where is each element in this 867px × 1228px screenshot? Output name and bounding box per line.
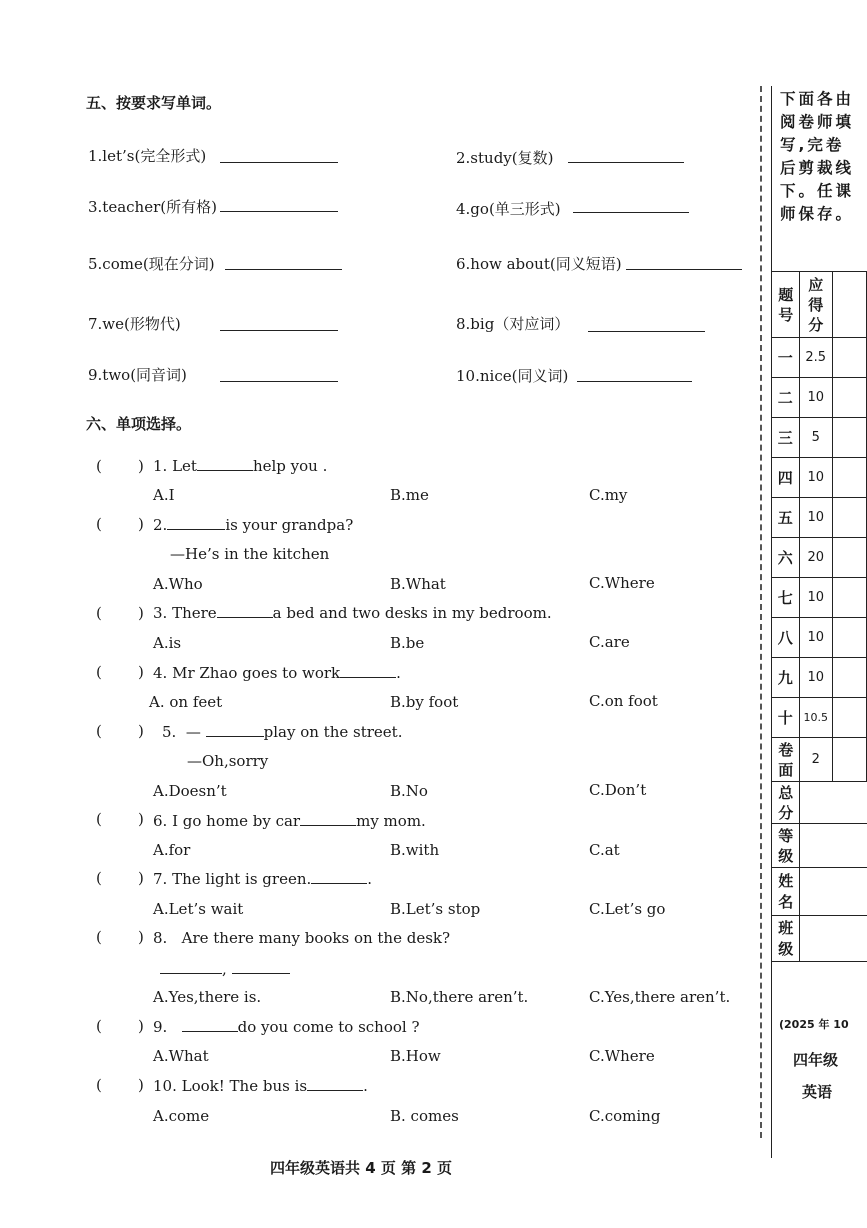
q1-option-b[interactable]: B.me xyxy=(390,486,429,504)
row-3-label: 三 xyxy=(772,418,800,458)
row-5-label: 五 xyxy=(772,498,800,538)
q6-stem: 6. I go home by car my mom. xyxy=(153,812,426,830)
s5-answer-10[interactable] xyxy=(577,381,692,382)
s5-item-2: 2.study(复数) xyxy=(456,149,554,167)
row-8-obtained[interactable] xyxy=(832,618,866,658)
q9-option-b[interactable]: B.How xyxy=(390,1047,441,1065)
total-label: 总分 xyxy=(772,782,800,824)
s5-item-8: 8.big（对应词） xyxy=(456,315,570,333)
q8-blank-2[interactable] xyxy=(232,961,290,974)
q10-option-b[interactable]: B. comes xyxy=(390,1107,459,1125)
row-6-obtained[interactable] xyxy=(832,538,866,578)
q3-option-b[interactable]: B.be xyxy=(390,634,425,652)
q7-option-a[interactable]: A.Let’s wait xyxy=(153,900,244,918)
row-6-score: 20 xyxy=(799,538,832,578)
s5-answer-3[interactable] xyxy=(220,211,338,212)
q9-paren-close: ) xyxy=(138,1017,144,1035)
q3-option-a[interactable]: A.is xyxy=(153,634,182,652)
grade-label: 等级 xyxy=(772,824,800,868)
subject: 英语 xyxy=(802,1083,833,1101)
q5-option-b[interactable]: B.No xyxy=(390,782,428,800)
row-5-score: 10 xyxy=(799,498,832,538)
row-4-obtained[interactable] xyxy=(832,458,866,498)
q10-option-a[interactable]: A.come xyxy=(153,1107,210,1125)
q3-stem: 3. There a bed and two desks in my bedroom. xyxy=(153,604,552,622)
score-header-points: 应得分 xyxy=(799,272,832,338)
q1-option-c[interactable]: C.my xyxy=(589,486,628,504)
row-11-obtained[interactable] xyxy=(832,738,866,782)
q1-blank[interactable] xyxy=(197,458,253,471)
row-10-label: 十 xyxy=(772,698,800,738)
q3-paren-close: ) xyxy=(138,604,144,622)
row-9-obtained[interactable] xyxy=(832,658,866,698)
row-9-label: 九 xyxy=(772,658,800,698)
name-value[interactable] xyxy=(799,868,866,916)
row-2-obtained[interactable] xyxy=(832,378,866,418)
q6-paren-open: ( xyxy=(96,810,102,828)
q1-stem: 1. Let help you . xyxy=(153,457,328,475)
row-3-score: 5 xyxy=(799,418,832,458)
s5-item-9: 9.two(同音词) xyxy=(88,366,187,384)
q6-option-b[interactable]: B.with xyxy=(390,841,440,859)
q10-option-c[interactable]: C.coming xyxy=(589,1107,661,1125)
s5-answer-6[interactable] xyxy=(626,269,742,270)
q10-blank[interactable] xyxy=(307,1078,363,1091)
row-7-score: 10 xyxy=(799,578,832,618)
class-value[interactable] xyxy=(799,916,866,962)
q7-paren-close: ) xyxy=(138,869,144,887)
q1-option-a[interactable]: A.I xyxy=(153,486,175,504)
side-note: 下面各由阅卷师填写,完卷后剪裁线下。任课师保存。 xyxy=(780,90,855,223)
row-8-label: 八 xyxy=(772,618,800,658)
q8-paren-open: ( xyxy=(96,928,102,946)
q4-stem: 4. Mr Zhao goes to work . xyxy=(153,664,401,682)
row-6-label: 六 xyxy=(772,538,800,578)
s5-item-4: 4.go(单三形式) xyxy=(456,200,561,218)
q1-paren-open: ( xyxy=(96,457,102,475)
q6-paren-close: ) xyxy=(138,810,144,828)
q9-stem: 9. do you come to school ? xyxy=(153,1018,420,1036)
row-8-score: 10 xyxy=(799,618,832,658)
exam-date: (2025 年 10 xyxy=(779,1018,849,1031)
q4-option-a[interactable]: A. on feet xyxy=(149,693,223,711)
class-label: 班级 xyxy=(772,916,800,962)
q1-paren-close: ) xyxy=(138,457,144,475)
s5-answer-2[interactable] xyxy=(568,162,684,163)
score-table xyxy=(771,271,867,962)
row-9-score: 10 xyxy=(799,658,832,698)
q7-stem: 7. The light is green. . xyxy=(153,870,373,888)
row-1-score: 2.5 xyxy=(799,338,832,378)
q4-paren-close: ) xyxy=(138,663,144,681)
row-11-label: 卷面 xyxy=(772,738,800,782)
q6-blank[interactable] xyxy=(300,813,356,826)
q8-answer-blanks: , xyxy=(160,960,290,978)
score-header-number: 题号 xyxy=(772,272,800,338)
q8-option-b[interactable]: B.No,there aren’t. xyxy=(390,988,529,1006)
q8-paren-close: ) xyxy=(138,928,144,946)
q4-option-b[interactable]: B.by foot xyxy=(390,693,459,711)
grade-value[interactable] xyxy=(799,824,866,868)
s5-answer-4[interactable] xyxy=(573,212,689,213)
q4-blank[interactable] xyxy=(340,665,396,678)
q2-option-c[interactable]: C.Where xyxy=(589,574,655,592)
row-2-score: 10 xyxy=(799,378,832,418)
q9-paren-open: ( xyxy=(96,1017,102,1035)
grade-level: 四年级 xyxy=(793,1051,839,1069)
row-7-obtained[interactable] xyxy=(832,578,866,618)
s5-answer-5[interactable] xyxy=(225,269,342,270)
section5-title: 五、按要求写单词。 xyxy=(86,94,222,112)
q7-option-b[interactable]: B.Let’s stop xyxy=(390,900,481,918)
q10-stem: 10. Look! The bus is . xyxy=(153,1077,368,1095)
q9-option-a[interactable]: A.What xyxy=(153,1047,209,1065)
row-4-score: 10 xyxy=(799,458,832,498)
q4-paren-open: ( xyxy=(96,663,102,681)
row-1-label: 一 xyxy=(772,338,800,378)
q5-option-c[interactable]: C.Don’t xyxy=(589,781,647,799)
q8-option-c[interactable]: C.Yes,there aren’t. xyxy=(589,988,731,1006)
name-label: 姓名 xyxy=(772,868,800,916)
q8-blank-1[interactable] xyxy=(160,961,222,974)
q10-paren-open: ( xyxy=(96,1076,102,1094)
q3-paren-open: ( xyxy=(96,604,102,622)
score-header-extra xyxy=(832,272,866,338)
q2-option-b[interactable]: B.What xyxy=(390,575,446,593)
row-4-label: 四 xyxy=(772,458,800,498)
row-3-obtained[interactable] xyxy=(832,418,866,458)
q2-stem: 2. is your grandpa? xyxy=(153,516,354,534)
q5-reply: —Oh,sorry xyxy=(187,752,269,770)
cut-line xyxy=(760,86,762,1138)
s5-item-10: 10.nice(同义词) xyxy=(456,367,569,385)
q10-paren-close: ) xyxy=(138,1076,144,1094)
row-1-obtained[interactable] xyxy=(832,338,866,378)
q6-option-a[interactable]: A.for xyxy=(153,841,191,859)
q6-option-c[interactable]: C.at xyxy=(589,841,620,859)
row-5-obtained[interactable] xyxy=(832,498,866,538)
s5-item-3: 3.teacher(所有格) xyxy=(88,198,217,216)
s5-item-7: 7.we(形物代) xyxy=(88,315,181,333)
s5-answer-7[interactable] xyxy=(220,330,338,331)
s5-answer-1[interactable] xyxy=(220,162,338,163)
row-2-label: 二 xyxy=(772,378,800,418)
total-value[interactable] xyxy=(799,782,866,824)
q5-option-a[interactable]: A.Doesn’t xyxy=(153,782,227,800)
row-11-score: 2 xyxy=(799,738,832,782)
q5-paren-close: ) xyxy=(138,722,144,740)
row-7-label: 七 xyxy=(772,578,800,618)
section6-title: 六、单项选择。 xyxy=(86,415,192,433)
q9-blank[interactable] xyxy=(182,1019,238,1032)
q5-paren-open: ( xyxy=(96,722,102,740)
q2-paren-close: ) xyxy=(138,515,144,533)
q4-option-c[interactable]: C.on foot xyxy=(589,692,658,710)
q3-blank[interactable] xyxy=(217,605,273,618)
q9-option-c[interactable]: C.Where xyxy=(589,1047,655,1065)
s5-answer-8[interactable] xyxy=(588,331,705,332)
q7-paren-open: ( xyxy=(96,869,102,887)
q2-reply: —He’s in the kitchen xyxy=(170,545,330,563)
row-10-obtained[interactable] xyxy=(832,698,866,738)
q2-paren-open: ( xyxy=(96,515,102,533)
s5-item-6: 6.how about(同义短语) xyxy=(456,255,622,273)
s5-answer-9[interactable] xyxy=(220,381,338,382)
q5-blank[interactable] xyxy=(206,724,264,737)
q2-blank[interactable] xyxy=(167,517,225,530)
q3-option-c[interactable]: C.are xyxy=(589,633,630,651)
q5-stem: 5. — play on the street. xyxy=(162,723,403,741)
s5-item-1: 1.let’s(完全形式) xyxy=(88,147,207,165)
q8-stem: 8. Are there many books on the desk? xyxy=(153,929,451,947)
s5-item-5: 5.come(现在分词) xyxy=(88,255,215,273)
row-10-score: 10.5 xyxy=(799,698,832,738)
q7-option-c[interactable]: C.Let’s go xyxy=(589,900,666,918)
page-footer: 四年级英语共 4 页 第 2 页 xyxy=(270,1159,452,1177)
q8-option-a[interactable]: A.Yes,there is. xyxy=(153,988,262,1006)
q7-blank[interactable] xyxy=(311,871,367,884)
q2-option-a[interactable]: A.Who xyxy=(153,575,203,593)
